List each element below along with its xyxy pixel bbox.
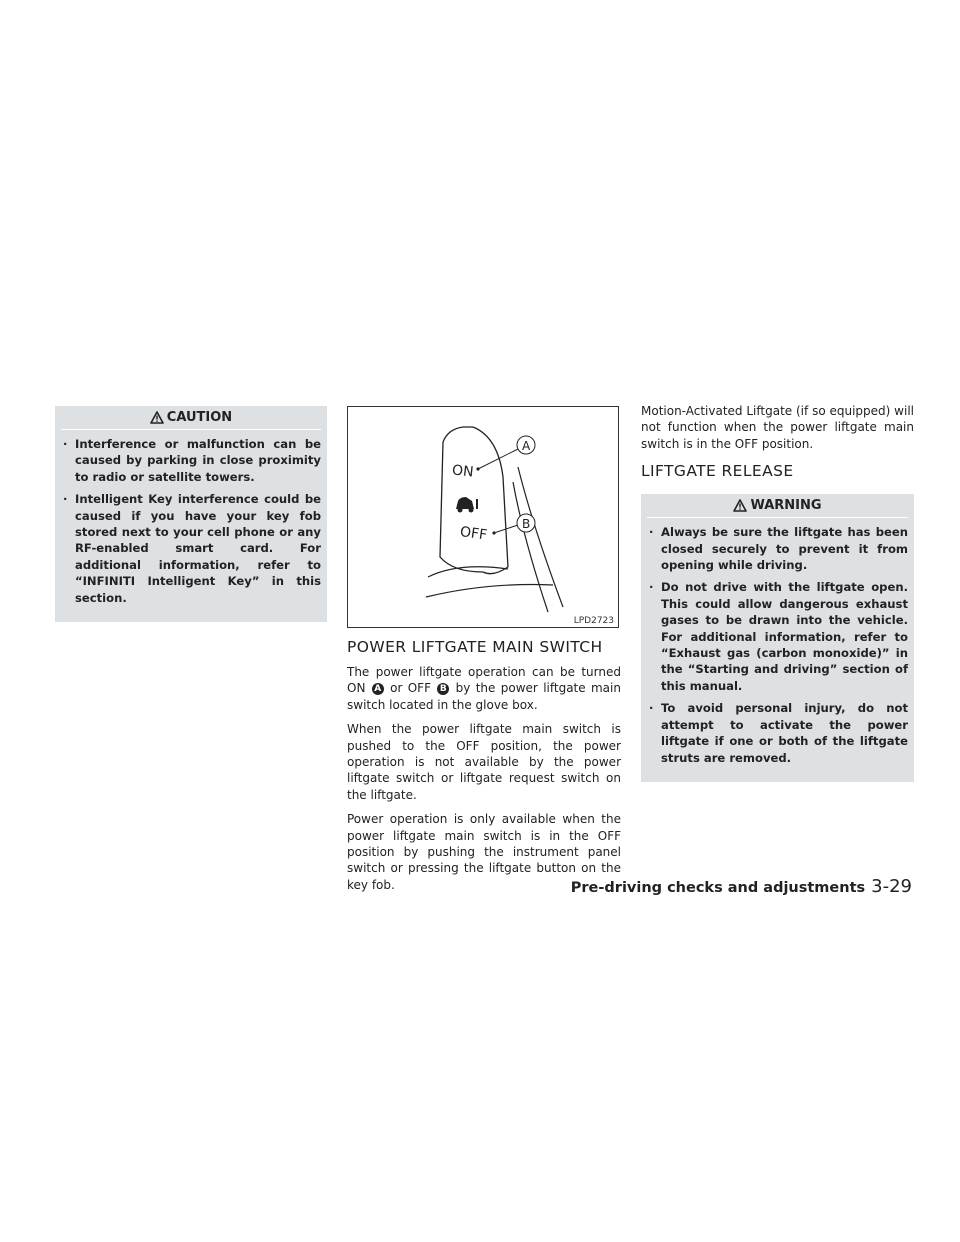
glovebox-switch-drawing	[348, 407, 618, 627]
section-heading-power-liftgate: POWER LIFTGATE MAIN SWITCH	[347, 638, 603, 656]
column-middle	[347, 406, 621, 901]
warning-triangle-icon	[150, 411, 164, 424]
callout-a-inline: A	[372, 683, 384, 695]
caution-title: CAUTION	[166, 410, 233, 425]
column-right	[641, 406, 914, 782]
footer-section-title: Pre-driving checks and adjustments	[570, 880, 866, 896]
body-paragraph: When the power liftgate main switch is pushed to the OFF position, the power operation is not available by the power liftgate switch or liftgate request switch on the liftgate.	[347, 722, 621, 802]
warning-triangle-icon	[733, 499, 747, 512]
warning-item: · Always be sure the liftgate has been closed securely to prevent it from opening while driving.	[649, 525, 908, 573]
caution-item: · Intelligent Key interference could be caused if you have your key fob stored next to your cell phone or any RF-enabled smart card. For additional information, refer to “INFINITI Intelligent Key” in this section.	[63, 492, 321, 605]
column-left	[55, 406, 327, 622]
body-paragraph: Power operation is only available when the power liftgate main switch is in the OFF position by pushing the instrument panel switch or pressing the liftgate button on the key fob.	[347, 812, 621, 892]
caution-header	[61, 410, 321, 430]
callout-a: A	[522, 439, 531, 453]
body-paragraph: The power liftgate operation can be turned ON A or OFF B by the power liftgate main switch located in the glove box.	[347, 665, 621, 712]
body-paragraph: Motion-Activated Liftgate (if so equipped) will not function when the power liftgate main switch is in the OFF position.	[641, 404, 914, 451]
caution-list	[61, 436, 321, 606]
caution-item: · Interference or malfunction can be caused by parking in close proximity to radio or satellite towers.	[63, 437, 321, 484]
callout-b-inline: B	[437, 683, 449, 695]
callout-b: B	[522, 517, 531, 531]
warning-header	[647, 498, 908, 518]
warning-item: · To avoid personal injury, do not attempt to activate the power liftgate if one or both of the liftgate struts are removed.	[649, 701, 908, 765]
warning-box	[641, 494, 914, 782]
figure-code: LPD2723	[573, 616, 614, 626]
caution-box	[55, 406, 327, 622]
warning-item: · Do not drive with the liftgate open. This could allow dangerous exhaust gases to be drawn into the vehicle. For additional information, refer to “Exhaust gas (carbon monoxide)” in the “Starting and driving” section of this manual.	[649, 580, 908, 693]
section-heading-liftgate-release: LIFTGATE RELEASE	[641, 462, 794, 481]
warning-title: WARNING	[750, 498, 822, 514]
warning-list	[647, 524, 908, 766]
page-number: 3-29	[871, 876, 912, 897]
switch-off-label: OFF	[458, 523, 489, 544]
switch-on-label: ON	[451, 462, 475, 481]
liftgate-car-icon	[456, 497, 477, 513]
switch-illustration	[347, 406, 619, 628]
page-footer	[571, 876, 912, 897]
